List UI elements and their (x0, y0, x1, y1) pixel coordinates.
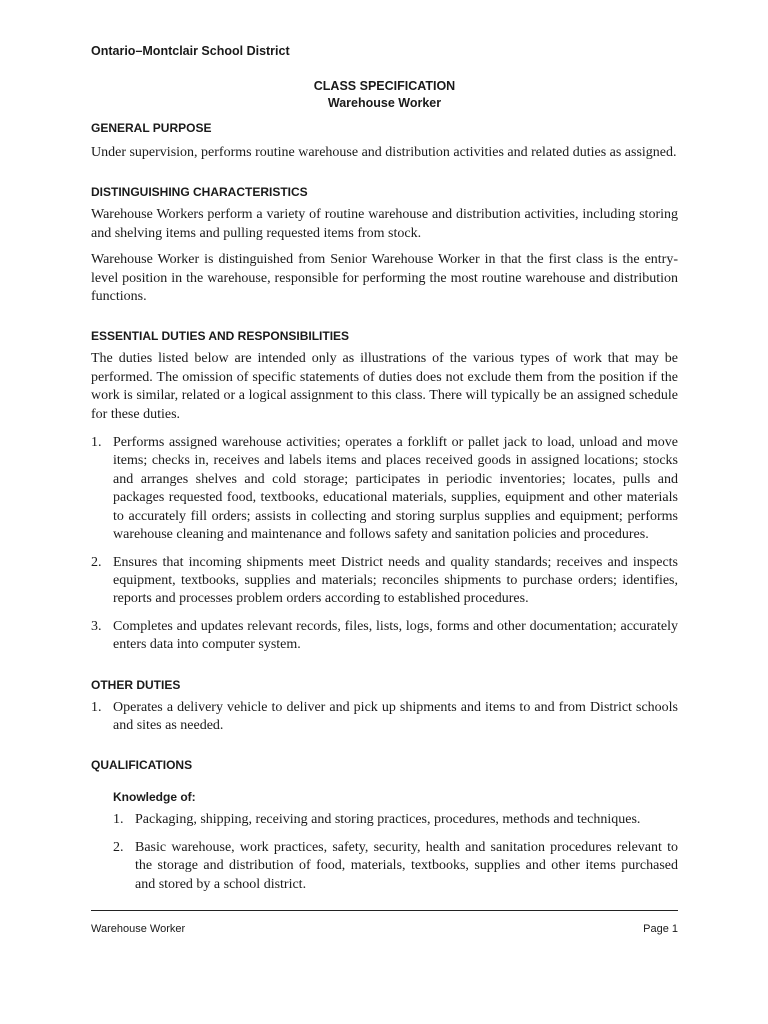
distinguishing-paragraph-2: Warehouse Worker is distinguished from Senior Warehouse Worker in that the first class is the entry-level position in the warehouse, responsible for performing the most routine warehouse and distribution functions. (91, 252, 678, 305)
other-duties-heading: OTHER DUTIES (91, 677, 181, 692)
list-item (113, 811, 678, 829)
general-purpose-heading: GENERAL PURPOSE (91, 121, 212, 135)
list-item-text: Operates a delivery vehicle to deliver and pick up shipments and items to and from District schools and sites as needed. (113, 699, 678, 733)
doc-type: CLASS SPECIFICATION (313, 79, 456, 93)
list-item-number: 2. (113, 839, 124, 855)
list-item-number: 1. (91, 699, 102, 715)
list-item-number: 1. (113, 812, 124, 828)
footer-divider (91, 910, 678, 911)
qualifications-heading: QUALIFICATIONS (91, 758, 193, 773)
list-item (91, 699, 678, 736)
essential-duties-list (91, 434, 678, 654)
title-block (91, 78, 678, 112)
list-item-number: 1. (91, 435, 102, 451)
knowledge-list (91, 811, 678, 894)
list-item (91, 434, 678, 544)
document-body (91, 120, 678, 894)
distinguishing-paragraph-1: Warehouse Workers perform a variety of routine warehouse and distribution activities, including storing and shelving items and pulling requested items from stock. (91, 207, 678, 241)
knowledge-heading: Knowledge of: (113, 790, 196, 805)
list-item-text: Ensures that incoming shipments meet District needs and quality standards; receives and inspects equipment, textbooks, supplies and materials; reconciles shipments to purchase orders; identifies, reports and processes problem orders according to established procedures. (113, 554, 678, 607)
district-name: Ontario–Montclair School District (91, 44, 290, 58)
list-item (91, 554, 678, 609)
list-item-text: Performs assigned warehouse activities; operates a forklift or pallet jack to load, unload and move items; checks in, receives and labels items and places received goods in assigned locations; stocks and arranges shelves and cold storage; participates in periodic inventories; locates, pulls and packages requested food, textbooks, educational materials, supplies, equipment and other materials to accurately fill orders; assists in collecting and storing surplus supplies and equipment; performs warehouse cleaning and maintenance and follows safety and sanitation policies and procedures. (113, 435, 678, 543)
list-item-text: Basic warehouse, work practices, safety, security, health and sanitation procedures relevant to the storage and distribution of food, materials, textbooks, supplies and other items purchased and stored by a school district. (135, 839, 678, 892)
footer-title: Warehouse Worker (91, 923, 186, 935)
essential-duties-intro: The duties listed below are intended only as illustrations of the various types of work that may be performed. The omission of specific statements of duties does not exclude them from the position if the work is similar, related or a logical assignment to this class. There will typically be an assigned schedule for these duties. (91, 351, 678, 422)
list-item-number: 3. (91, 618, 102, 634)
essential-duties-heading: ESSENTIAL DUTIES AND RESPONSIBILITIES (91, 329, 350, 344)
list-item-text: Packaging, shipping, receiving and storing practices, procedures, methods and techniques. (135, 812, 641, 828)
list-item-text: Completes and updates relevant records, files, lists, logs, forms and other documentation; accurately enters data into computer system. (113, 618, 678, 653)
list-item (91, 618, 678, 655)
other-duties-list (91, 699, 678, 736)
list-item-number: 2. (91, 554, 102, 570)
general-purpose-text: Under supervision, performs routine warehouse and distribution activities and related duties as assigned. (91, 145, 677, 160)
list-item (113, 839, 678, 894)
distinguishing-heading: DISTINGUISHING CHARACTERISTICS (91, 185, 308, 200)
job-title: Warehouse Worker (327, 96, 442, 110)
page-number: Page 1 (643, 923, 678, 935)
